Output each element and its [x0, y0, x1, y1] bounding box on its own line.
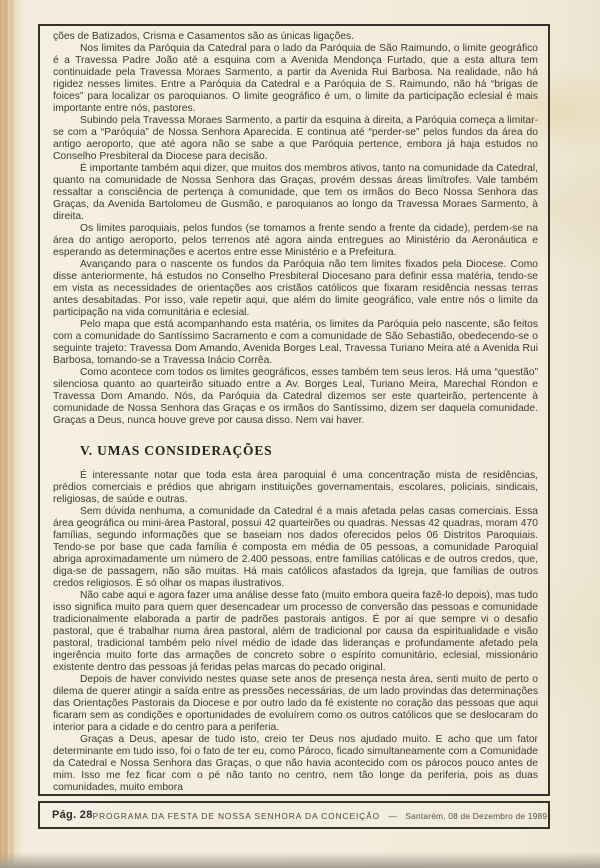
paragraph: É importante também aqui dizer, que muitos dos membros ativos, tanto na comunidade da Catedral, quanto na comunidade de Nossa Senhora das Graças, provém dessas áreas limítrofes. Vale também ressaltar a consciência de pertença à comunidade, que tem os irmãos do Beco Nossa Senhora das Graças, da Avenida Bartolomeu de Gusmão, e paroquianos ao longo da Travessa Moraes Sarmento, à direita.	[53, 163, 538, 222]
section-heading: V. UMAS CONSIDERAÇÕES	[80, 443, 273, 458]
paragraph: Pelo mapa que está acompanhando esta matéria, os limites da Paróquia pelo nascente, são feitos com a comunidade do Santíssimo Sacramento e com a comunidade de São Sebastião, obedecendo-se o seguinte trajeto: Travessa Dom Amando, Avenida Borges Leal, Travessa Turiano Meira até a Avenida Rui Barbosa, tomando-se a Travessa Inácio Corrêa.	[53, 319, 538, 366]
section-consideracoes-paragraphs	[53, 470, 538, 794]
page-number-label: Pág. 28	[52, 809, 93, 821]
paragraph: Depois de haver convivido nestes quase sete anos de presença nesta área, senti muito de perto o dilema de querer atingir a saída entre as pressões necessárias, de um lado provindas das determinações das Orientações Pastorais da Diocese e por outro lado da fé existente no coração das pessoas que aqui ficaram sem as condições e oportunidades de evoluírem como os outros católicos que se deslocaram do interior para a cidade e do centro para a periferia.	[53, 674, 538, 733]
paragraph: Subindo pela Travessa Moraes Sarmento, a partir da esquina à direita, a Paróquia começa a limitar-se com a “Paróquia” de Nossa Senhora Aparecida. E continua até “perder-se” pelos fundos da área do antigo aeroporto, que até agora não se sabe a que Paróquia pertence, embora já haja estudos no Conselho Presbiteral da Diocese para decisão.	[53, 115, 538, 162]
footer-separator: —	[388, 811, 397, 821]
book-binding-edge	[0, 0, 22, 868]
page-bottom-shadow	[0, 852, 600, 868]
paragraph: Os limites paroquiais, pelos fundos (se tomamos a frente sendo a frente da cidade), perdem-se na área do antigo aeroporto, pelos terrenos até agora ainda entregues ao Ministério da Aeronáutica e esperando as determinações e acertos entre esse Ministério e a Prefeitura.	[53, 223, 538, 258]
page-footer	[38, 801, 550, 829]
program-title: PROGRAMA DA FESTA DE NOSSA SENHORA DA CONCEIÇÃO	[92, 811, 381, 821]
paragraph: Avançando para o nascente os fundos da Paróquia não tem limites fixados pela Diocese. Como disse anteriormente, há estudos no Conselho Presbiteral Diocesano para definir essa matéria, tendo-se em vista as necessidades de orientações aos cristãos católicos que fixaram residência nessas terras antes desabitadas. Por isso, vale repetir aqui, que além do limite geográfico, vale entre nós o limite da participação na vida comunitária e eclesial.	[53, 259, 538, 318]
continuation-paragraph: ções de Batizados, Crisma e Casamentos são as únicas ligações.	[53, 31, 355, 42]
section-limits-paragraphs	[53, 43, 538, 427]
paragraph: Não cabe aqui e agora fazer uma análise desse fato (muito embora queira fazê-lo depois), mas tudo isso significa muito para quem quer desencadear um processo de conversão das pessoas e comunidade tradicionalmente elaborada a partir de padrões pastorais antigos. É por aí que sempre vi o desafio pastoral, que é trabalhar numa área pastoral, além de tradicional por causa da espiritualidade e visão pastoral, tradicional também pelo nível médio de idade das lideranças e profundamente afetado pela ingerência muito forte das armações de concreto sobre o espírito comunitário, eclesial, missionário existente dentro das pessoas já feridas pelas marcas do pecado original.	[53, 590, 538, 673]
footer-date: Santarém, 08 de Dezembro de 1989	[405, 811, 548, 821]
paragraph: Nos limites da Paróquia da Catedral para o lado da Paróquia de São Raimundo, o limite geográfico é a Travessa Padre João até a esquina com a Avenida Mendonça Furtado, que a esta altura tem continuidade pela Travessa Moraes Sarmento, a partir da Avenida Rui Barbosa. Na realidade, não há rigidez nesses limites. Entre a Paróquia da Catedral e a Paróquia de S. Raimundo, não há “brigas de foices” para localizar os paroquianos. O limite geográfico é um, o limite da participação eclesial é mais importante entre nós, pastores.	[53, 43, 538, 114]
paragraph: É interessante notar que toda esta área paroquial é uma concentração mista de residências, prédios comerciais e prédios que abrigam instituições governamentais, escolares, policiais, sindicais, religiosas, de saúde e outras.	[53, 470, 538, 505]
paragraph: Como acontece com todos os limites geográficos, esses também tem seus leros. Há uma “questão” silenciosa quanto ao quarteirão situado entre a Av. Borges Leal, Turiano Meira, Marechal Rondon e Travessa Dom Amando. Nós, da Paróquia da Catedral dizemos ser este quarteirão, pertencente à comunidade de Nossa Senhora das Graças e os irmãos do Santíssimo, dizem ser daquela comunidade. Graças a Deus, nunca houve greve por causa disso. Nem vai haver.	[53, 367, 538, 426]
paragraph: Sem dúvida nenhuma, a comunidade da Catedral é a mais afetada pelas casas comerciais. Essa área geográfica ou mini-área Pastoral, possui 42 quarteirões ou quadras. Nessas 42 quadras, moram 470 famílias, segundo informações que se baseiam nos dados oferecidos pelos 06 Distritos Paroquiais. Tendo-se por base que cada família é composta em média de 05 pessoas, a comunidade Paroquial abriga aproximadamente um número de 2.400 pessoas, entre famílias católicas e de outros credos, que, diga-se de passagem, não são muitas. Há mais católicos afastados da Igreja, que famílias de outros credos religiosos. É só olhar os mapas ilustrativos.	[53, 506, 538, 589]
paragraph: Graças a Deus, apesar de tudo isto, creio ter Deus nos ajudado muito. E acho que um fator determinante em tudo isso, foi o fato de ter eu, como Pároco, ficado simultaneamente com a Comunidade da Catedral e Nossa Senhora das Graças, o que não havia acontecido com os párocos pouco antes de mim. Isso me fez ficar com o pé não tanto no centro, nem tão longe da periferia, pois as duas comunidades, muito embora	[53, 734, 538, 793]
footer-title	[93, 806, 548, 824]
main-text-box	[38, 24, 550, 796]
